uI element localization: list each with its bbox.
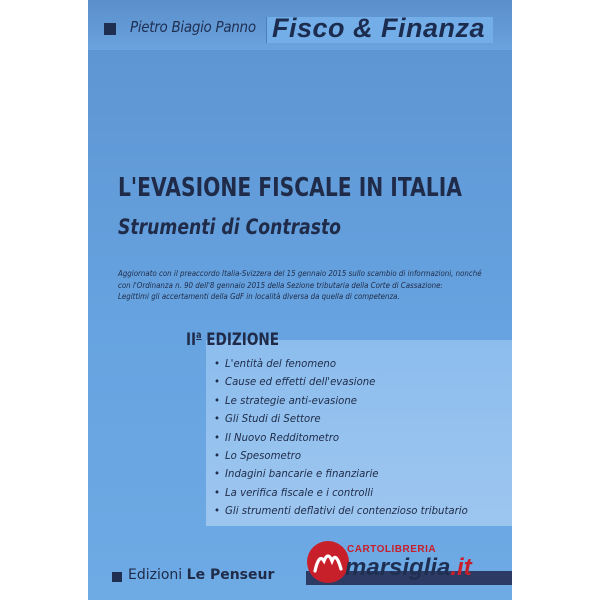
- contents-list: [214, 357, 490, 523]
- contents-item: [214, 375, 468, 393]
- description-line: Legittimi gli accertamenti della GdF in località diversa da quella di competenza.: [118, 291, 400, 301]
- contents-item: [214, 467, 468, 485]
- edition-word: EDIZIONE: [206, 330, 280, 350]
- watermark-name-text: marsiglia: [345, 554, 451, 581]
- publisher: [128, 567, 274, 583]
- description-line: Aggiornato con il preaccordo Italia-Svizzera del 15 gennaio 2015 sullo scambio di informazioni, nonché: [118, 268, 482, 278]
- contents-item-label: Gli strumenti deflativi del contenzioso tributario: [225, 504, 468, 518]
- description: [118, 268, 482, 303]
- contents-item-label: L'entità del fenomeno: [225, 357, 337, 370]
- bullet-icon: •: [214, 448, 220, 462]
- series-name: Fisco & Finanza: [272, 13, 486, 43]
- edition-numeral: II: [186, 330, 197, 350]
- bullet-icon: •: [214, 430, 220, 444]
- contents-item-label: Lo Spesometro: [225, 448, 302, 462]
- watermark-tld: .it: [450, 554, 472, 581]
- publisher-marker: [112, 572, 122, 582]
- contents-item: [214, 431, 468, 449]
- edition-sup: a: [196, 330, 202, 341]
- book-title: L'EVASIONE FISCALE IN ITALIA: [118, 173, 462, 203]
- contents-item: [214, 412, 468, 430]
- bullet-icon: •: [214, 357, 220, 370]
- watermark-name: [345, 554, 472, 582]
- contents-item: [214, 486, 468, 504]
- author-marker: [104, 23, 116, 35]
- bullet-icon: •: [214, 485, 220, 499]
- contents-item: [214, 357, 468, 375]
- contents-item: [214, 449, 468, 467]
- book-cover: [88, 0, 512, 600]
- watermark-top-text: CARTOLIBRERIA: [347, 544, 437, 555]
- book-subtitle: Strumenti di Contrasto: [118, 215, 342, 239]
- contents-item-label: Cause ed effetti dell'evasione: [225, 375, 376, 389]
- edition-label: [186, 330, 279, 350]
- bullet-icon: •: [214, 412, 220, 426]
- contents-item-label: Gli Studi di Settore: [225, 412, 321, 426]
- contents-item-label: La verifica fiscale e i controlli: [225, 485, 374, 499]
- bullet-icon: •: [214, 375, 220, 389]
- publisher-prefix: Edizioni: [128, 567, 183, 583]
- bullet-icon: •: [214, 504, 220, 518]
- description-line: con l'Ordinanza n. 90 dell'8 gennaio 2015 della Sezione tributaria della Corte di Cassazione:: [118, 279, 443, 290]
- bullet-icon: •: [214, 393, 220, 407]
- contents-item-label: Le strategie anti-evasione: [225, 393, 357, 407]
- bullet-icon: •: [214, 467, 220, 481]
- contents-item-label: Il Nuovo Redditometro: [225, 430, 340, 444]
- contents-item-label: Indagini bancarie e finanziarie: [225, 467, 379, 481]
- store-watermark: [305, 535, 515, 595]
- contents-item: [214, 504, 468, 522]
- author-name: Pietro Biagio Panno: [130, 18, 256, 36]
- publisher-name: Le Penseur: [186, 567, 275, 583]
- contents-item: [214, 394, 468, 412]
